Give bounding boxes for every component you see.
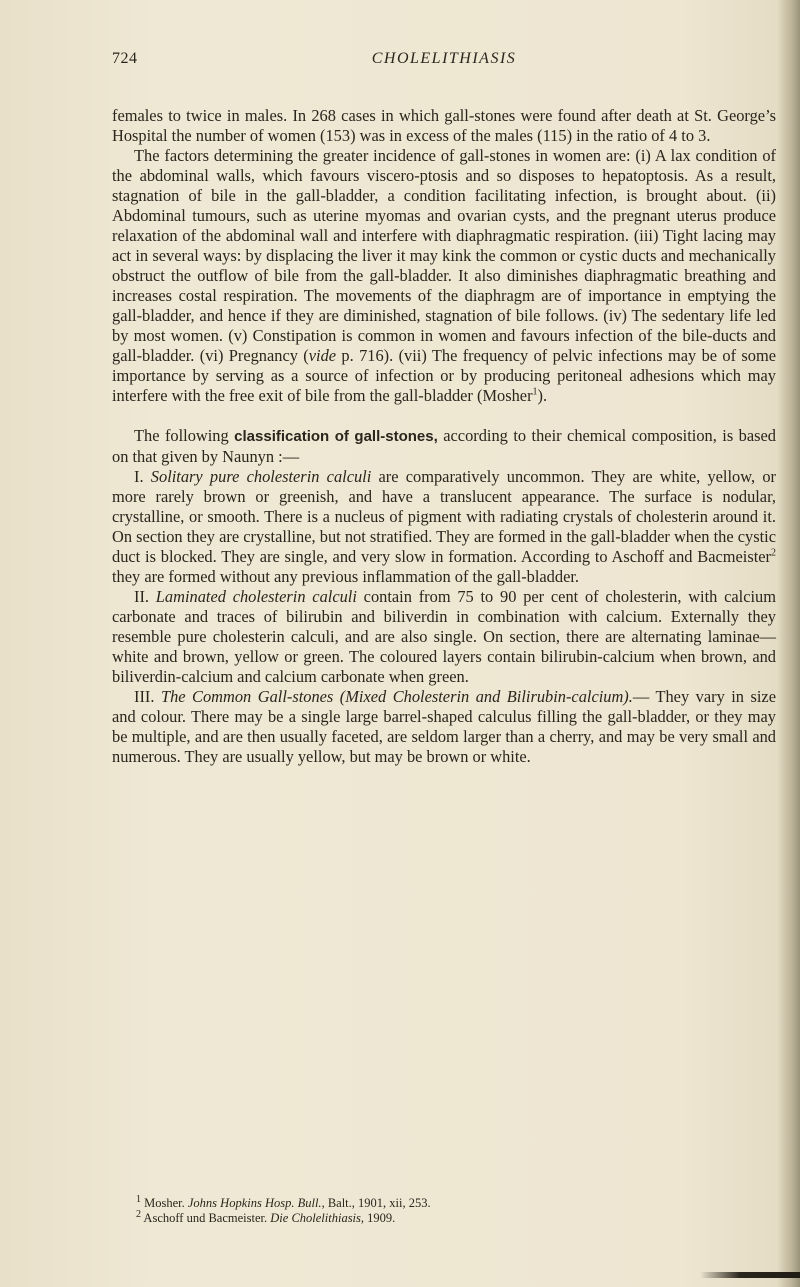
- body-text: [112, 106, 776, 767]
- footnote-ref-2: 2: [771, 547, 776, 559]
- item-title: Solitary pure cholesterin calculi: [150, 467, 372, 486]
- paragraph-text: they are formed without any previous inflammation of the gall-bladder.: [112, 567, 579, 586]
- item-number: I.: [134, 467, 151, 486]
- footnote-text: , 1909.: [360, 1211, 396, 1225]
- paragraph-text: are comparatively uncommon. They are white, yellow, or more rarely brown or greenish, and have a translucent appearance. The surface is nodular, crystalline, or smooth. There is a nucleus of pigment with radiating crystals of cholesterin around it. On section they are crystalline, but not stratified. They are formed in the gall-bladder when the cystic duct is blocked. They are single, and very slow in formation. According to Aschoff and Bacmeister: [112, 467, 776, 566]
- paragraph-solitary-calculi: [112, 467, 776, 587]
- paragraph-incidence: [112, 106, 776, 146]
- item-title: The Common Gall-stones (Mixed Cholesterin and Bilirubin-calcium).: [160, 687, 633, 706]
- footnote-text: Mosher.: [141, 1196, 188, 1210]
- paragraph-factors: [112, 146, 776, 406]
- classification-heading: classification of gall-stones,: [234, 428, 438, 445]
- paragraph-laminated-calculi: [112, 587, 776, 687]
- paragraph-text: contain from 75 to 90 per cent of cholesterin, with calcium carbonate and traces of bilirubin and biliverdin in combination with calcium. Externally they resemble pure cholesterin calculi, and are also single. On section, there are alternating laminae—white and brown, yellow or green. The coloured layers contain bilirubin-calcium when brown, and biliverdin-calcium and calcium carbonate when green.: [112, 587, 776, 686]
- footnote-text: Aschoff und Bacmeister.: [141, 1211, 271, 1225]
- footnote-2: [112, 1208, 776, 1226]
- footnote-title: Die Cholelithiasis: [270, 1211, 361, 1225]
- paragraph-text: ).: [537, 386, 548, 405]
- footnote-ref-1: 1: [532, 386, 538, 398]
- bottom-edge-mark: [700, 1272, 800, 1278]
- footnote-number: 2: [136, 1208, 141, 1220]
- footnote-text: , Balt., 1901, xii, 253.: [321, 1196, 431, 1210]
- paragraph-text: The following: [134, 426, 235, 445]
- vide-italic: vide: [308, 346, 337, 365]
- footnote-journal: Johns Hopkins Hosp. Bull.: [187, 1196, 322, 1210]
- paragraph-text: The factors determining the greater incidence of gall-stones in women are: (i) A lax condition of the abdominal walls, which favours viscero-ptosis and so disposes to hepatoptosis. As a result, stagnation of bile in the gall-bladder, a condition facilitating infection, is brought about. (ii) Abdominal tumours, such as uterine myomas and ovarian cysts, and the pregnant uterus produce relaxation of the abdominal wall and interfere with diaphragmatic respiration. (iii) Tight lacing may act in several ways: by displacing the liver it may kink the common or cystic ducts and mechanically obstruct the outflow of bile from the gall-bladder. It also diminishes diaphragmatic breathing and increases costal respiration. The movements of the diaphragm are of importance in emptying the gall-bladder, and hence if they are diminished, stagnation of bile follows. (iv) The sedentary life led by most women. (v) Constipation is common in women and favours infection of the bile-ducts and gall-bladder. (vi) Pregnancy (: [112, 146, 776, 365]
- running-head: CHOLELITHIASIS: [371, 50, 517, 67]
- page-header: [112, 50, 776, 74]
- paragraph-text: according to their chemical composition, is based on that given by Naunyn :—: [112, 426, 776, 466]
- paragraph-common-gall-stones: [112, 687, 776, 767]
- item-number: II.: [134, 587, 156, 606]
- page-gutter-shadow: [778, 0, 800, 1287]
- footnote-number: 1: [136, 1193, 141, 1205]
- paragraph-text: females to twice in males. In 268 cases in which gall-stones were found after death at St. George’s Hospital the number of women (153) was in excess of the males (115) in the ratio of 4 to 3.: [112, 106, 776, 145]
- item-title: Laminated cholesterin calculi: [155, 587, 357, 606]
- footnote-1: [112, 1193, 776, 1211]
- item-number: III.: [134, 687, 161, 706]
- paragraph-classification: [112, 426, 776, 467]
- footnotes: [112, 1193, 776, 1226]
- paragraph-text: — They vary in size and colour. There may be a single large barrel-shaped calculus filling the gall-bladder, or they may be multiple, and are then usually faceted, are seldom larger than a cherry, and may be very small and numerous. They are usually yellow, but may be brown or white.: [112, 687, 776, 766]
- paragraph-text: p. 716). (vii) The frequency of pelvic infections may be of some importance by serving as a source of infection or by producing peritoneal adhesions which may interfere with the free exit of bile from the gall-bladder (Mosher: [112, 346, 777, 405]
- page-number: 724: [112, 50, 138, 67]
